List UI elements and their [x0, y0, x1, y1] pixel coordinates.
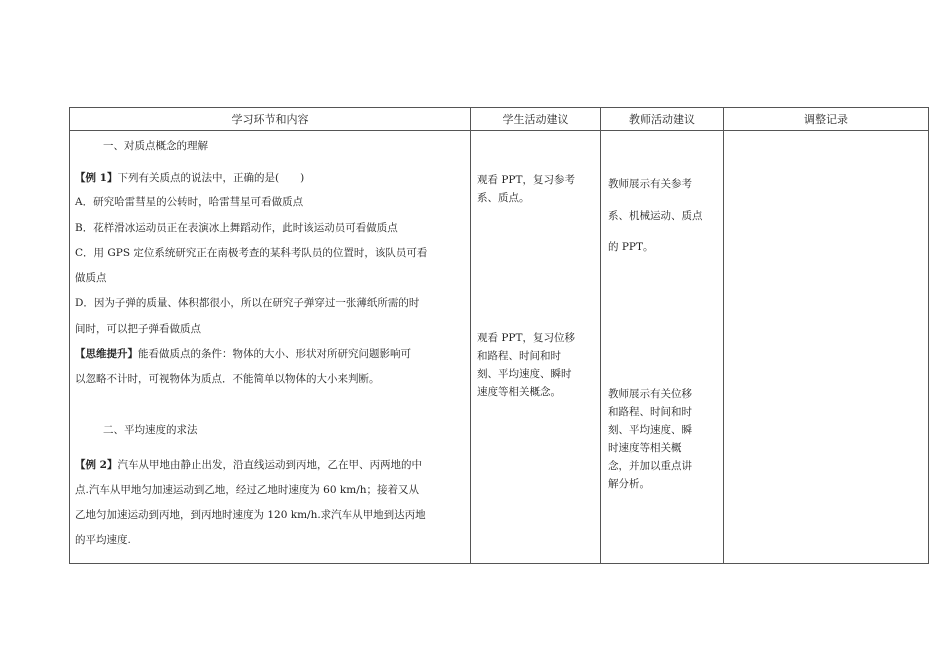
teacher-block1-line3: 的 PPT。 — [608, 241, 654, 253]
student-block2-line4: 速度等相关概念。 — [477, 386, 561, 398]
example1-option-a: A．研究哈雷彗星的公转时，哈雷彗星可看做质点 — [75, 196, 304, 208]
lesson-plan-table — [69, 107, 929, 564]
teacher-block2-line5: 念，并加以重点讲 — [608, 460, 692, 472]
header-student-activity: 学生活动建议 — [471, 108, 601, 131]
example1-option-c-line2: 做质点 — [75, 272, 107, 284]
student-block1-line1: 观看 PPT，复习参考 — [477, 174, 575, 186]
thinking-note-line1 — [75, 345, 411, 363]
teacher-block1-line1: 教师展示有关参考 — [608, 178, 692, 190]
teacher-block1-line2: 系、机械运动、质点 — [608, 210, 703, 222]
teacher-block2-line2: 和路程、时间和时 — [608, 406, 692, 418]
example2-line4: 的平均速度. — [75, 534, 131, 546]
example2-line1 — [75, 456, 422, 474]
section2-title: 二、平均速度的求法 — [103, 424, 198, 436]
teacher-block2-line3: 刻、平均速度、瞬 — [608, 424, 692, 436]
adjustment-record-cell[interactable] — [724, 131, 929, 564]
header-teacher-activity: 教师活动建议 — [601, 108, 724, 131]
example2-tag: 【例 2】 — [75, 459, 118, 471]
student-block2-line2: 和路程、时间和时 — [477, 350, 561, 362]
lesson-plan-table-wrapper — [69, 107, 929, 564]
example1-option-d-line2: 间时，可以把子弹看做质点 — [75, 323, 201, 335]
example1-question — [75, 169, 304, 187]
student-activity-cell — [471, 131, 601, 564]
student-block2-line1: 观看 PPT，复习位移 — [477, 332, 575, 344]
header-row — [70, 108, 929, 131]
example1-option-b: B．花样滑冰运动员正在表演冰上舞蹈动作，此时该运动员可看做质点 — [75, 222, 398, 234]
example2-line3: 乙地匀加速运动到丙地，到丙地时速度为 120 km/h.求汽车从甲地到达丙地 — [75, 509, 426, 521]
teacher-activity-cell — [601, 131, 724, 564]
header-adjustment-record: 调整记录 — [724, 108, 929, 131]
example1-option-c-line1: C．用 GPS 定位系统研究正在南极考查的某科考队员的位置时，该队员可看 — [75, 247, 428, 259]
content-cell — [70, 131, 471, 564]
example2-line2: 点.汽车从甲地匀加速运动到乙地，经过乙地时速度为 60 km/h；接着又从 — [75, 484, 419, 496]
thinking-tag: 【思维提升】 — [75, 348, 138, 360]
thinking-note-line2: 以忽略不计时，可视物体为质点．不能简单以物体的大小来判断。 — [75, 373, 380, 385]
student-block2-line3: 刻、平均速度、瞬时 — [477, 368, 572, 380]
adjustment-record-area[interactable] — [724, 131, 928, 563]
student-block1-line2: 系、质点。 — [477, 192, 530, 204]
section1-title: 一、对质点概念的理解 — [103, 140, 208, 152]
example1-option-d-line1: D．因为子弹的质量、体积都很小，所以在研究子弹穿过一张薄纸所需的时 — [75, 297, 420, 309]
body-row — [70, 131, 929, 564]
example2-text: 汽车从甲地由静止出发，沿直线运动到丙地，乙在甲、丙两地的中 — [117, 459, 422, 471]
teacher-block2-line6: 解分析。 — [608, 478, 650, 490]
teacher-block2-line4: 时速度等相关概 — [608, 442, 682, 454]
example1-question-text: 下列有关质点的说法中，正确的是( ) — [117, 172, 305, 184]
example1-tag: 【例 1】 — [75, 172, 118, 184]
thinking-text: 能看做质点的条件：物体的大小、形状对所研究问题影响可 — [138, 348, 411, 360]
teacher-block2-line1: 教师展示有关位移 — [608, 388, 692, 400]
header-content: 学习环节和内容 — [70, 108, 471, 131]
